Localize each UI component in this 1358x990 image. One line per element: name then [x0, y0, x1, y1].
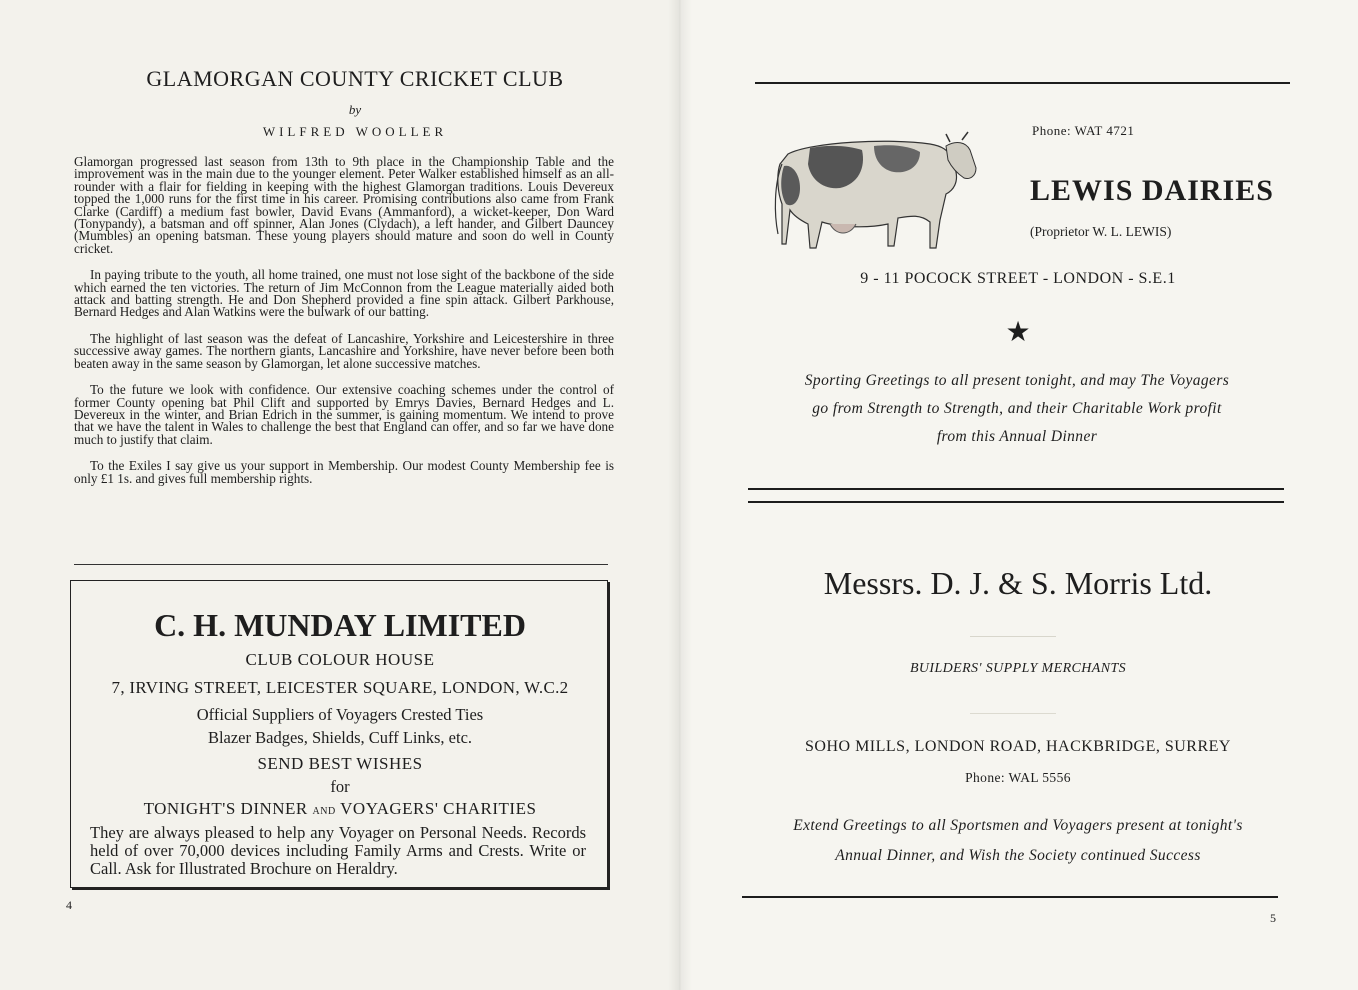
dairies-greeting — [750, 367, 1284, 451]
separator-rule-1 — [748, 488, 1284, 490]
munday-company-name: C. H. MUNDAY LIMITED — [154, 607, 526, 643]
article-body — [74, 156, 614, 499]
munday-event-part-2: VOYAGERS' CHARITIES — [340, 799, 537, 818]
article-byline: by — [348, 102, 362, 117]
munday-address: 7, IRVING STREET, LEICESTER SQUARE, LONDON, W.C.2 — [111, 678, 569, 697]
article-title: GLAMORGAN COUNTY CRICKET CLUB — [146, 66, 564, 91]
munday-closing-text: They are always pleased to help any Voyager on Personal Needs. Records held of over 70,000 devices including Family Arms and Crests. Write or Call. Ask for Illustrated Brochure on Heraldry. — [90, 823, 586, 878]
dairies-phone: Phone: WAT 4721 — [1032, 123, 1135, 138]
munday-suppliers-line-1: Official Suppliers of Voyagers Crested Ties — [196, 705, 484, 724]
page-number-right: 5 — [1270, 911, 1276, 925]
munday-wishes: SEND BEST WISHES — [257, 754, 423, 773]
article-paragraph: To the Exiles I say give us your support in Membership. Our modest County Membership fee is only £1 1s. and gives full membership rights. — [74, 458, 614, 486]
dairies-proprietor: (Proprietor W. L. LEWIS) — [1030, 224, 1172, 239]
munday-event-part-1: TONIGHT'S DINNER — [143, 799, 308, 818]
morris-greeting — [740, 811, 1296, 871]
morris-greeting-line-2: Annual Dinner, and Wish the Society continued Success — [835, 847, 1201, 864]
dairies-greeting-line-3: from this Annual Dinner — [936, 428, 1098, 445]
munday-for: for — [330, 777, 350, 796]
morris-company-name: Messrs. D. J. & S. Morris Ltd. — [823, 565, 1213, 601]
article-divider — [74, 564, 608, 565]
morris-greeting-line-1: Extend Greetings to all Sportsmen and Voyagers present at tonight's — [793, 817, 1243, 834]
article-paragraph: To the future we look with confidence. Our extensive coaching schemes under the control of former County opening bat Phil Clift and supported by Emrys Davies, Bernard Hedges and L. Devereux in the winter, and Brian Edrich in the summer, is gaining momentum. We intend to prove that we have the talent in Wales to challenge the best that England can offer, and so far we have done much to justify that claim. — [74, 382, 614, 447]
dairies-greeting-line-2: go from Strength to Strength, and their Charitable Work profit — [812, 400, 1222, 417]
morris-faint-rule-1 — [970, 636, 1056, 637]
munday-suppliers-line-2: Blazer Badges, Shields, Cuff Links, etc. — [207, 728, 473, 747]
munday-event — [70, 799, 610, 819]
cow-icon — [770, 124, 980, 256]
morris-bottom-rule — [742, 896, 1278, 898]
article-paragraph: In paying tribute to the youth, all home trained, one must not lose sight of the backbone of the side which earned the ten victories. The return of Jim McConnon from the League materially aided both attack and batting strength. He and Don Shepherd provided a fine spin attack. Gilbert Parkhouse, Bernard Hedges and Alan Watkins were the bulwark of our batting. — [74, 267, 614, 320]
dairies-top-rule — [755, 82, 1290, 84]
dairies-greeting-line-1: Sporting Greetings to all present tonight, and may The Voyagers — [804, 372, 1230, 389]
morris-address: SOHO MILLS, LONDON ROAD, HACKBRIDGE, SURREY — [805, 738, 1231, 755]
article-paragraph: The highlight of last season was the defeat of Lancashire, Yorkshire and Leicestershire in three successive away games. The northern giants, Lancashire and Yorkshire, have never before been both beaten away in the same season by Glamorgan, let alone successive matches. — [74, 330, 614, 371]
cow-illustration — [770, 124, 980, 256]
article-paragraph: Glamorgan progressed last season from 13th to 9th place in the Championship Table and the improvement was in the main due to the younger element. Peter Walker established himself as an all-rounder with a flair for fielding in keeping with the highest Glamorgan traditions. Louis Devereux topped the 1,000 runs for the first time in his career. Promising contributions also came from Frank Clarke (Cardiff) a medium fast bowler, David Evans (Ammanford), a wicket-keeper, Don Ward (Tonypandy), a batsman and off spinner, Alan Jones (Clydach), a left hander, and Gilbert Dauncey (Mumbles) an opening batsman. These young players should mature and soon do well in County cricket. — [74, 154, 614, 256]
morris-phone: Phone: WAL 5556 — [965, 770, 1071, 785]
morris-trade: BUILDERS' SUPPLY MERCHANTS — [909, 661, 1127, 676]
munday-event-and: and — [312, 803, 336, 818]
separator-rule-2 — [748, 501, 1284, 503]
article-author: WILFRED WOOLLER — [262, 124, 448, 139]
page-number-left: 4 — [66, 898, 72, 912]
morris-faint-rule-2 — [970, 713, 1056, 714]
dairies-address: 9 - 11 POCOCK STREET - LONDON - S.E.1 — [860, 270, 1176, 287]
munday-subtitle: CLUB COLOUR HOUSE — [245, 650, 435, 669]
dairies-name: LEWIS DAIRIES — [1030, 174, 1274, 207]
book-gutter — [668, 0, 692, 990]
star-icon: ★ — [1005, 317, 1031, 348]
